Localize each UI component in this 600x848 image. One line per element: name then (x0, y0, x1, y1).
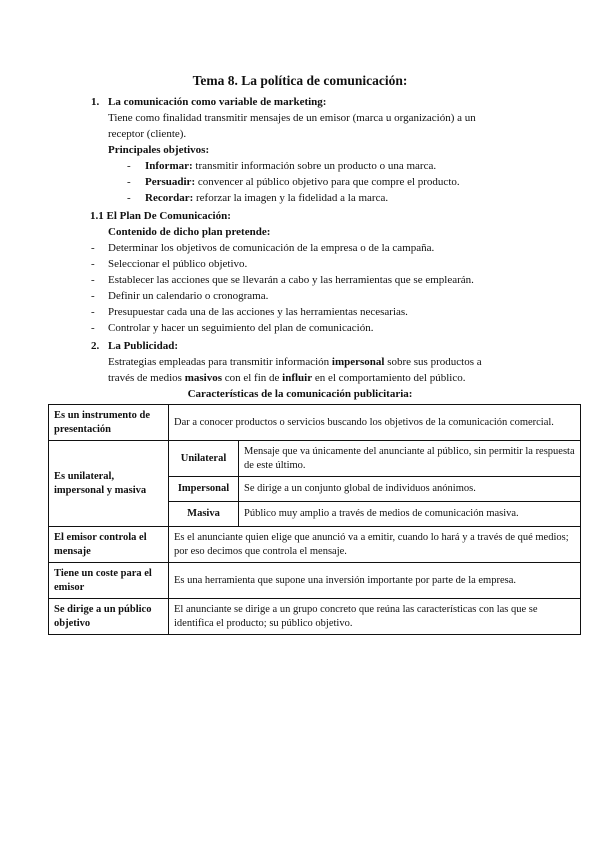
objective-item: Persuadir: convencer al público objetivo para que compre el producto. (145, 176, 460, 188)
plan-item: Presupuestar cada una de las acciones y las herramientas necesarias. (108, 306, 408, 318)
publicidad-line-1: Estrategias empleadas para transmitir información impersonal sobre sus productos a (108, 356, 482, 368)
row-label: Se dirige a un público objetivo (49, 599, 169, 635)
section-1-line-2: receptor (cliente). (108, 128, 187, 140)
sub-row-term: Unilateral (169, 441, 239, 477)
plan-bullet: - (91, 322, 95, 334)
plan-item: Seleccionar el público objetivo. (108, 258, 248, 270)
row-description: Es una herramienta que supone una inversión importante por parte de la empresa. (169, 563, 581, 599)
plan-item: Determinar los objetivos de comunicación de la empresa o de la campaña. (108, 242, 435, 254)
objective-bullet: - (127, 160, 131, 172)
section-1-line-1: Tiene como finalidad transmitir mensajes de un emisor (marca u organización) a un (108, 112, 476, 124)
plan-item: Definir un calendario o cronograma. (108, 290, 269, 302)
plan-bullet: - (91, 306, 95, 318)
sub-row-description: Público muy amplio a través de medios de comunicación masiva. (239, 502, 581, 527)
sub-row-description: Se dirige a un conjunto global de individuos anónimos. (239, 477, 581, 502)
objective-item: Recordar: reforzar la imagen y la fidelidad a la marca. (145, 192, 389, 204)
table-row (49, 563, 581, 599)
section-2-heading: La Publicidad: (108, 340, 178, 352)
sub-row-description: Mensaje que va únicamente del anunciante al público, sin permitir la respuesta de este último. (239, 441, 581, 477)
section-1-number: 1. (91, 96, 100, 108)
table-row (49, 441, 581, 477)
row-description: El anunciante se dirige a un grupo concreto que reúna las características con las que se identifica el producto; su público objetivo. (169, 599, 581, 635)
table-row (49, 405, 581, 441)
section-1-1-heading: 1.1 El Plan De Comunicación: (90, 210, 231, 222)
sub-row-term: Impersonal (169, 477, 239, 502)
characteristics-table (48, 404, 581, 635)
row-label: Es unilateral, impersonal y masiva (49, 441, 169, 527)
objectives-heading: Principales objetivos: (108, 144, 210, 156)
page-title: Tema 8. La política de comunicación: (192, 73, 408, 88)
plan-bullet: - (91, 274, 95, 286)
section-2-number: 2. (91, 340, 100, 352)
plan-subheading: Contenido de dicho plan pretende: (108, 226, 271, 238)
table-title: Características de la comunicación publicitaria: (187, 388, 413, 400)
objective-item: Informar: transmitir información sobre un producto o una marca. (145, 160, 437, 172)
plan-item: Establecer las acciones que se llevarán a cabo y las herramientas que se emplearán. (108, 274, 474, 286)
objective-bullet: - (127, 192, 131, 204)
sub-row-term: Masiva (169, 502, 239, 527)
objective-bullet: - (127, 176, 131, 188)
row-description: Dar a conocer productos o servicios buscando los objetivos de la comunicación comercial. (169, 405, 581, 441)
plan-bullet: - (91, 290, 95, 302)
section-1-heading: La comunicación como variable de marketing: (108, 96, 327, 108)
row-label: El emisor controla el mensaje (49, 527, 169, 563)
row-label: Es un instrumento de presentación (49, 405, 169, 441)
plan-bullet: - (91, 258, 95, 270)
plan-bullet: - (91, 242, 95, 254)
publicidad-line-2: través de medios masivos con el fin de influir en el comportamiento del público. (108, 372, 466, 384)
table-row (49, 527, 581, 563)
table-row (49, 599, 581, 635)
row-label: Tiene un coste para el emisor (49, 563, 169, 599)
plan-item: Controlar y hacer un seguimiento del plan de comunicación. (108, 322, 374, 334)
row-description: Es el anunciante quien elige que anunció va a emitir, cuando lo hará y a través de qué medios; por eso decimos que controla el mensaje. (169, 527, 581, 563)
